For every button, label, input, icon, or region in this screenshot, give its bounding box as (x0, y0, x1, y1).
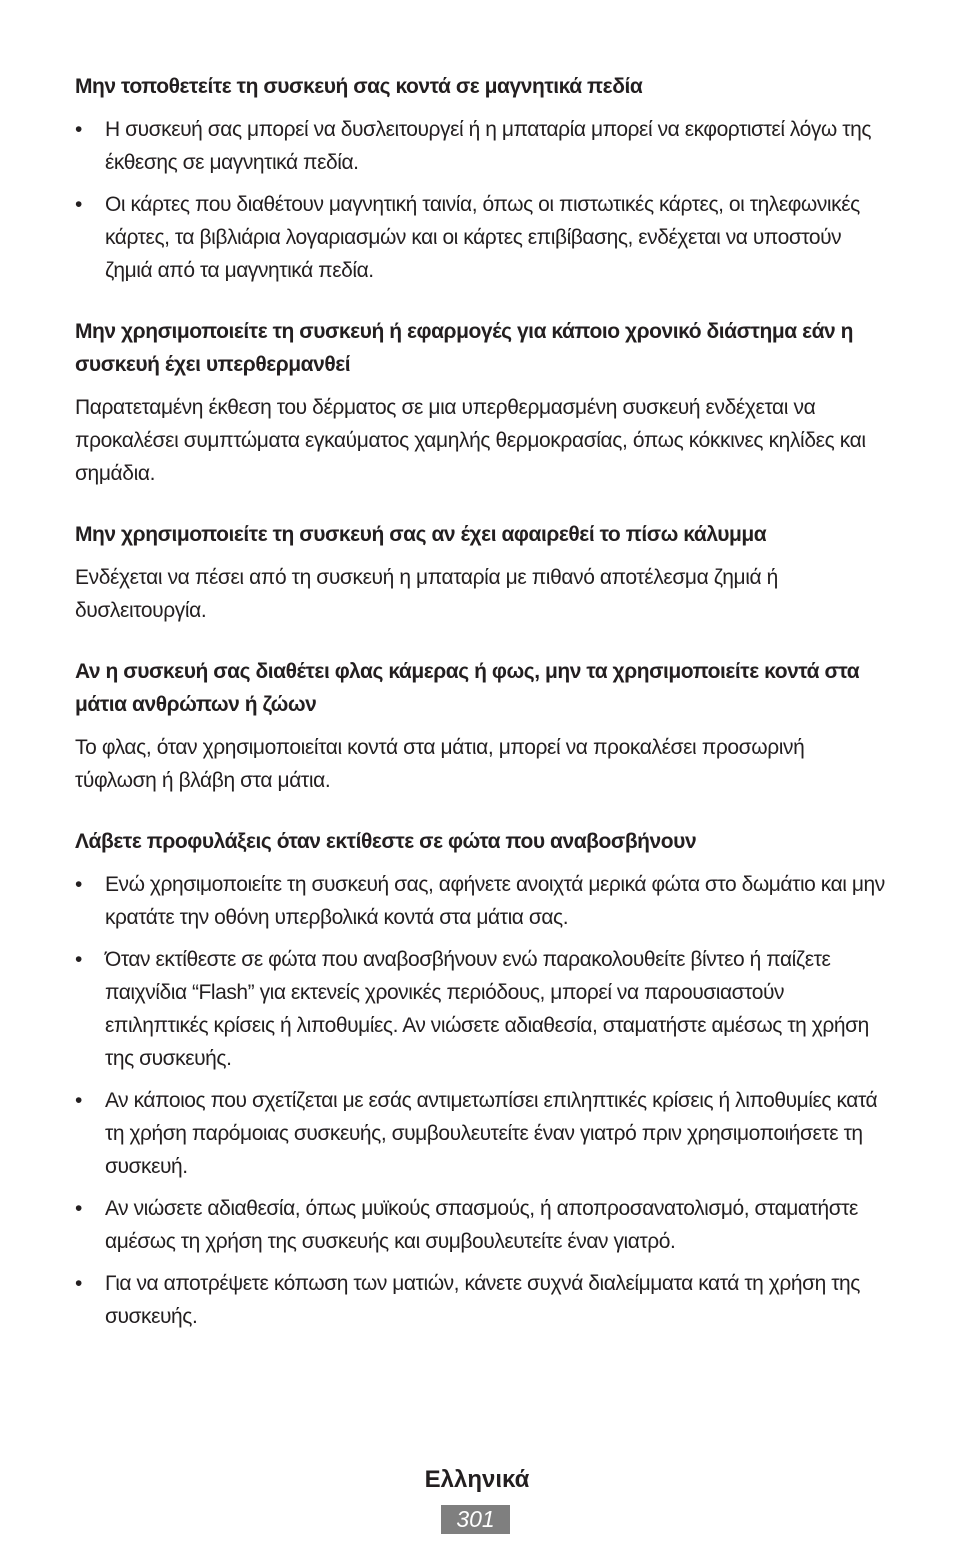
list-item (75, 1267, 890, 1333)
list-item (75, 1084, 890, 1183)
list-item-text: Η συσκευή σας μπορεί να δυσλειτουργεί ή η μπαταρία μπορεί να εκφορτιστεί λόγω της έκθεσης σε μαγνητικά πεδία. (105, 118, 872, 174)
bullet-list (75, 868, 890, 1333)
section-overheating (75, 315, 890, 490)
list-item-text: Αν νιώσετε αδιαθεσία, όπως μυϊκούς σπασμούς, ή αποπροσανατολισμό, σταματήστε αμέσως τη χρήση της συσκευής και συμβουλευτείτε έναν γιατρό. (105, 1197, 858, 1253)
section-heading: Μην χρησιμοποιείτε τη συσκευή σας αν έχει αφαιρεθεί το πίσω κάλυμμα (75, 523, 767, 546)
section-camera-flash (75, 655, 890, 797)
bullet-icon: • (75, 193, 82, 216)
bullet-icon: • (75, 1089, 82, 1112)
section-paragraph: Ενδέχεται να πέσει από τη συσκευή η μπαταρία με πιθανό αποτέλεσμα ζημιά ή δυσλειτουργία. (75, 566, 778, 622)
list-item-text: Για να αποτρέψετε κόπωση των ματιών, κάνετε συχνά διαλείμματα κατά τη χρήση της συσκευής. (105, 1272, 860, 1328)
section-heading: Λάβετε προφυλάξεις όταν εκτίθεστε σε φώτα που αναβοσβήνουν (75, 830, 697, 853)
list-item-text: Αν κάποιος που σχετίζεται με εσάς αντιμετωπίσει επιληπτικές κρίσεις ή λιποθυμίες κατά τη χρήση παρόμοιας συσκευής, συμβουλευτείτε έναν γιατρό πριν χρησιμοποιήσετε τη συσκευή. (105, 1089, 878, 1178)
list-item-text: Οι κάρτες που διαθέτουν μαγνητική ταινία, όπως οι πιστωτικές κάρτες, οι τηλεφωνικές κάρτες, τα βιβλιάρια λογαριασμών και οι κάρτες επιβίβασης, ενδέχεται να υποστούν ζημιά από τα μαγνητικά πεδία. (105, 193, 860, 282)
list-item (75, 188, 890, 287)
section-magnetic-fields (75, 70, 890, 287)
list-item-text: Όταν εκτίθεστε σε φώτα που αναβοσβήνουν ενώ παρακολουθείτε βίντεο ή παίζετε παιχνίδια “Flash” για εκτενείς χρονικές περιόδους, μπορεί να παρουσιαστούν επιληπτικές κρίσεις ή λιποθυμίες. Αν νιώσετε αδιαθεσία, σταματήστε αμέσως τη χρήση της συσκευής. (105, 948, 869, 1070)
list-item (75, 1192, 890, 1258)
footer-language-label: Ελληνικά (424, 1466, 530, 1493)
section-heading: Αν η συσκευή σας διαθέτει φλας κάμερας ή φως, μην τα χρησιμοποιείτε κοντά στα μάτια ανθρώπων ή ζώων (75, 660, 860, 716)
page-number-badge: 301 (441, 1505, 510, 1534)
bullet-icon: • (75, 948, 82, 971)
list-item (75, 113, 890, 179)
list-item (75, 868, 890, 934)
bullet-list (75, 113, 890, 287)
document-body (75, 70, 890, 1361)
list-item-text: Ενώ χρησιμοποιείτε τη συσκευή σας, αφήνετε ανοιχτά μερικά φώτα στο δωμάτιο και μην κρατάτε την οθόνη υπερβολικά κοντά στα μάτια σας. (105, 873, 885, 929)
section-flashing-lights (75, 825, 890, 1333)
bullet-icon: • (75, 118, 82, 141)
section-heading: Μην τοποθετείτε τη συσκευή σας κοντά σε μαγνητικά πεδία (75, 75, 643, 98)
section-heading: Μην χρησιμοποιείτε τη συσκευή ή εφαρμογές για κάποιο χρονικό διάστημα εάν η συσκευή έχει υπερθερμανθεί (75, 320, 854, 376)
section-back-cover (75, 518, 890, 627)
bullet-icon: • (75, 873, 82, 896)
list-item (75, 943, 890, 1075)
section-paragraph: Παρατεταμένη έκθεση του δέρματος σε μια υπερθερμασμένη συσκευή ενδέχεται να προκαλέσει συμπτώματα εγκαύματος χαμηλής θερμοκρασίας, όπως κόκκινες κηλίδες και σημάδια. (75, 396, 866, 485)
bullet-icon: • (75, 1272, 82, 1295)
bullet-icon: • (75, 1197, 82, 1220)
section-paragraph: Το φλας, όταν χρησιμοποιείται κοντά στα μάτια, μπορεί να προκαλέσει προσωρινή τύφλωση ή βλάβη στα μάτια. (75, 736, 805, 792)
